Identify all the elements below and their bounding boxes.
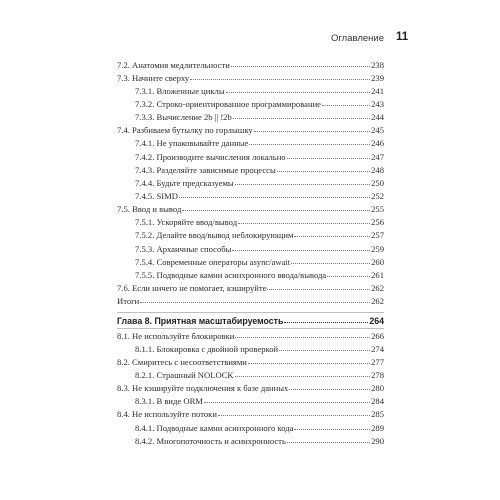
toc-entry-title: 7.2. Анатомия медлительности	[117, 59, 230, 70]
toc-entry[interactable]	[117, 330, 384, 343]
toc-entry-page: 248	[371, 164, 384, 175]
dot-leader	[279, 350, 370, 351]
toc-entry-page: 278	[371, 369, 384, 380]
toc-entry[interactable]	[117, 124, 384, 137]
dot-leader	[327, 276, 370, 277]
toc-entry-title: 7.5. Ввод и вывод	[117, 204, 182, 215]
toc-entry-title: 7.4.4. Будьте предсказуемы	[135, 177, 234, 188]
dot-leader	[238, 223, 370, 224]
toc-entry-page: 266	[371, 330, 384, 341]
toc-entry-title: 7.3.3. Вычисление 2b || !2b	[135, 112, 232, 123]
toc-entry[interactable]	[117, 72, 384, 85]
toc-entry-page: 280	[371, 383, 384, 394]
toc-entry-title: 7.4.3. Разделяйте зависимые процессы	[135, 164, 276, 175]
dot-leader	[231, 66, 370, 67]
toc-entry-title: 7.5.4. Современные операторы async/await	[135, 256, 291, 267]
dot-leader	[179, 197, 370, 198]
toc-entry-title: 8.1.1. Блокировка с двойной проверкой	[135, 343, 279, 354]
toc-entry[interactable]	[135, 343, 384, 356]
toc-entry-title: 8.2.1. Страшный NOLOCK	[135, 369, 234, 380]
dot-leader	[284, 322, 368, 323]
toc-entry-page: 246	[371, 138, 384, 149]
toc-entry-page: 247	[371, 151, 384, 162]
toc-entry-title: 7.5.2. Делайте ввод/вывод неблокирующим	[135, 230, 294, 241]
toc-entry-page: 262	[371, 296, 384, 307]
toc-entry[interactable]	[135, 256, 384, 269]
toc-entry-page: 260	[371, 256, 384, 267]
toc-entry-page: 274	[371, 343, 384, 354]
dot-leader	[235, 337, 370, 338]
page-number: 11	[396, 31, 409, 43]
dot-leader	[140, 302, 370, 303]
toc-entry-title: 7.5.3. Архаичные способы	[135, 243, 232, 254]
toc-entry[interactable]	[117, 59, 384, 72]
toc-entry[interactable]	[135, 98, 384, 111]
dot-leader	[248, 363, 370, 364]
dot-leader	[287, 158, 371, 159]
dot-leader	[204, 402, 370, 403]
toc-entry-title: Итоги	[117, 296, 140, 307]
toc-entry-title: 7.4.1. Не упаковывайте данные	[135, 138, 249, 149]
toc-entry-page: 252	[371, 191, 384, 201]
toc-entry-title: 7.3.1. Вложенные циклы	[135, 85, 225, 96]
toc-entry-page: 262	[371, 283, 384, 294]
toc-entry[interactable]	[135, 137, 384, 150]
toc-entry[interactable]	[117, 408, 384, 421]
dot-leader	[277, 171, 370, 172]
toc-entry-page: 285	[371, 409, 384, 420]
toc-chapter-entry[interactable]	[117, 315, 384, 328]
toc-entry-page: 250	[371, 177, 384, 188]
chapter-separator	[117, 312, 384, 313]
dot-leader	[267, 289, 370, 290]
toc-entry-page: 284	[371, 396, 384, 407]
toc-entry-page: 255	[371, 204, 384, 215]
toc-entry-title: 7.4.5. SIMD	[135, 191, 178, 201]
toc-entry[interactable]	[135, 164, 384, 177]
toc-entry[interactable]	[135, 177, 384, 190]
dot-leader	[232, 250, 370, 251]
toc-entry-page: 244	[371, 112, 384, 123]
dot-leader	[249, 144, 370, 145]
toc-entry-title: 8.3.1. В виде ORM	[135, 396, 203, 407]
toc-entry-page: 290	[371, 435, 384, 446]
toc-entry[interactable]	[117, 203, 384, 216]
toc-entry[interactable]	[135, 229, 384, 242]
dot-leader	[287, 442, 370, 443]
toc-entry-page: 239	[371, 72, 384, 83]
toc-entry-title: 7.5.5. Подводные камни асинхронного ввода/вывода	[135, 269, 327, 280]
toc-entry[interactable]	[117, 282, 384, 295]
toc-entry-page: 259	[371, 243, 384, 254]
dot-leader	[235, 376, 370, 377]
toc-entry-title: 8.4. Не используйте потоки	[117, 409, 217, 420]
toc-entry[interactable]	[135, 422, 384, 435]
toc-entry-page: 261	[371, 269, 384, 280]
toc-entry-title: 8.2. Смиритесь с несоответствиями	[117, 356, 247, 367]
toc-entry[interactable]	[135, 269, 384, 282]
toc-entry[interactable]	[117, 382, 384, 395]
dot-leader	[182, 210, 370, 211]
toc-entry-title: 7.3. Начните сверху	[117, 72, 190, 83]
dot-leader	[322, 105, 370, 106]
dot-leader	[226, 92, 371, 93]
toc-entry-page: 243	[371, 98, 384, 109]
toc-entry-page: 245	[371, 125, 384, 136]
toc-entry-title: 7.5.1. Ускоряйте ввод/вывод	[135, 217, 238, 228]
toc-entry[interactable]	[135, 85, 384, 98]
dot-leader	[291, 263, 370, 264]
toc-entry[interactable]	[117, 356, 384, 369]
toc-entry-title: 8.4.1. Подводные камни асинхронного кода	[135, 422, 294, 433]
toc-entry-page: 241	[371, 85, 384, 96]
toc-entry[interactable]	[135, 369, 384, 382]
toc-entry-title: 7.6. Если ничего не помогает, кэшируйте	[117, 283, 267, 294]
toc-entry-title: Глава 8. Приятная масштабируемость	[117, 316, 284, 327]
toc-entry-title: 8.1. Не используйте блокировки	[117, 330, 235, 341]
toc-entry-title: 7.4.2. Производите вычисления локально	[135, 151, 286, 162]
toc-entry-title: 7.4. Разбиваем бутылку по горлышку	[117, 125, 253, 136]
toc-entry[interactable]	[135, 111, 384, 124]
dot-leader	[190, 79, 370, 80]
toc-entry-page: 289	[371, 422, 384, 433]
dot-leader	[254, 131, 370, 132]
toc-entry[interactable]	[135, 435, 384, 448]
running-head-title: Оглавление	[331, 33, 384, 44]
toc-entry[interactable]	[135, 151, 384, 164]
dot-leader	[294, 429, 370, 430]
dot-leader	[235, 184, 370, 185]
toc-entry-page: 277	[371, 356, 384, 367]
toc-entry-title: 7.3.2. Строко-ориентированное программирование	[135, 98, 321, 109]
dot-leader	[218, 415, 370, 416]
toc-entry[interactable]	[135, 243, 384, 256]
toc-entry[interactable]	[135, 395, 384, 408]
toc-entry-page: 238	[371, 59, 384, 70]
dot-leader	[289, 389, 370, 390]
toc-entry[interactable]	[117, 295, 384, 308]
dot-leader	[294, 236, 370, 237]
toc-entry-page: 256	[371, 217, 384, 228]
dot-leader	[233, 118, 370, 119]
toc-entry-page: 264	[369, 316, 384, 327]
toc-entry-page: 257	[371, 230, 384, 241]
toc-entry[interactable]	[135, 190, 384, 203]
toc-entry[interactable]	[135, 216, 384, 229]
toc-entry-title: 8.4.2. Многопоточность и асинхронность	[135, 435, 286, 446]
toc-entry-title: 8.3. Не кэшируйте подключения к базе данных	[117, 383, 289, 394]
